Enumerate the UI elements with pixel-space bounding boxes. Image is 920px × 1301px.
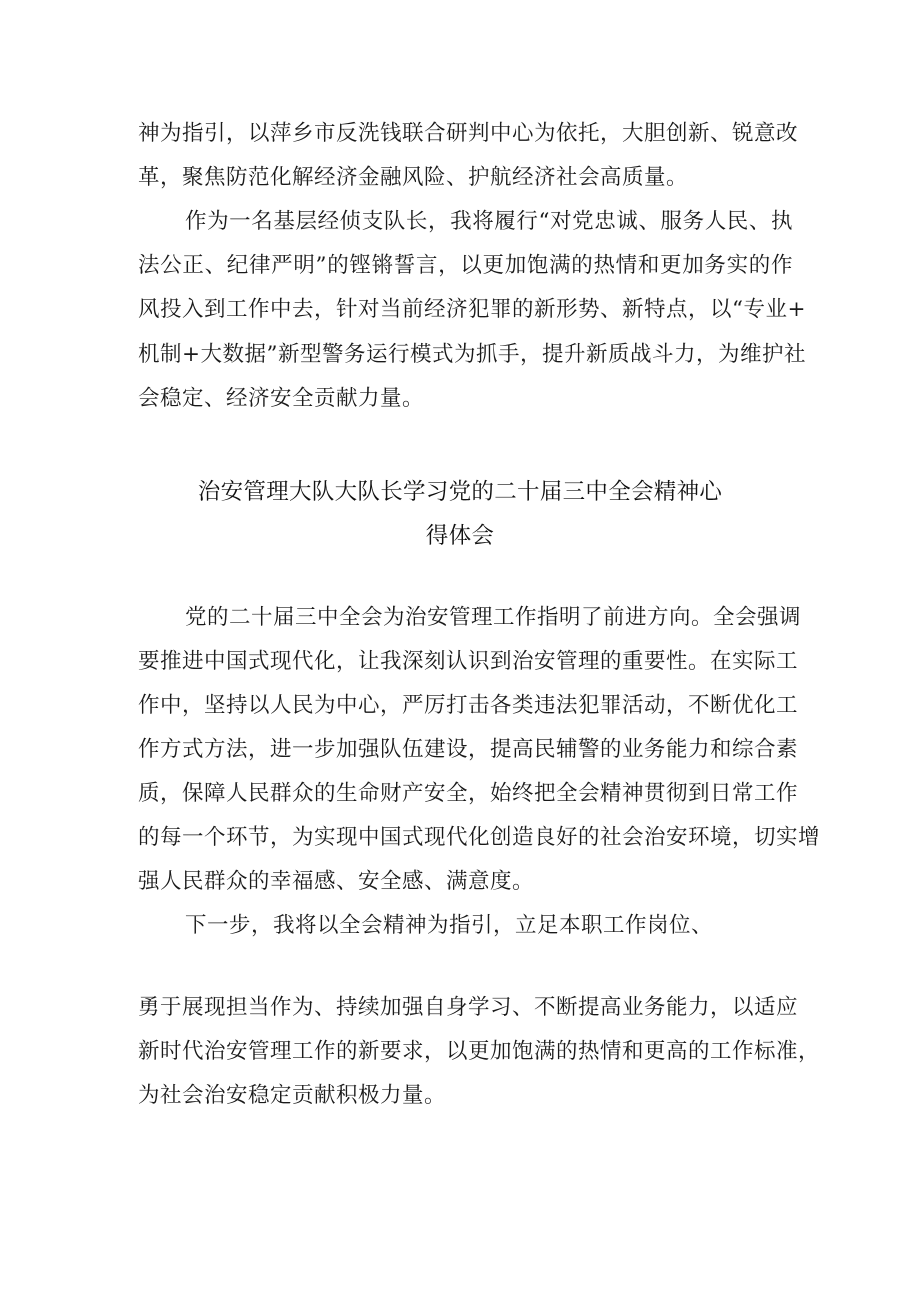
text-line: 的每一个环节，为实现中国式现代化创造良好的社会治安环境，切实增 (138, 825, 821, 850)
text-line: 质，保障人民群众的生命财产安全，始终把全会精神贯彻到日常工作 (138, 781, 799, 806)
text-line: 强人民群众的幸福感、安全感、满意度。 (138, 869, 535, 894)
text-line: 新时代治安管理工作的新要求，以更加饱满的热情和更高的工作标准， (138, 1039, 821, 1064)
text-line: 风投入到工作中去，针对当前经济犯罪的新形势、新特点，以“专业+ (138, 297, 807, 322)
article-title-line-1: 治安管理大队大队长学习党的二十届三中全会精神心 (197, 479, 723, 505)
text-line: 党的二十届三中全会为治安管理工作指明了前进方向。全会强调 (185, 605, 802, 630)
text-line: 会稳定、经济安全贡献力量。 (138, 386, 425, 411)
text-line: 机制+大数据”新型警务运行模式为抓手，提升新质战斗力，为维护社 (138, 342, 807, 367)
text-line: 作为一名基层经侦支队长，我将履行“对党忠诚、服务人民、执 (185, 209, 793, 234)
text-line: 革，聚焦防范化解经济金融风险、护航经济社会高质量。 (138, 165, 689, 190)
text-line: 作方式方法，进一步加强队伍建设，提高民辅警的业务能力和综合素 (138, 737, 799, 762)
text-line: 下一步，我将以全会精神为指引，立足本职工作岗位、 (185, 913, 714, 938)
text-line: 勇于展现担当作为、持续加强自身学习、不断提高业务能力，以适应 (138, 995, 799, 1020)
text-line: 法公正、纪律严明”的铿锵誓言，以更加饱满的热情和更加务实的作 (138, 253, 793, 278)
text-line: 神为指引，以萍乡市反洗钱联合研判中心为依托，大胆创新、锐意改 (138, 121, 799, 146)
text-line: 要推进中国式现代化，让我深刻认识到治安管理的重要性。在实际工 (138, 649, 799, 674)
text-line: 为社会治安稳定贡献积极力量。 (138, 1083, 447, 1108)
article-title-line-2: 得体会 (425, 523, 495, 549)
text-line: 作中，坚持以人民为中心，严厉打击各类违法犯罪活动，不断优化工 (138, 693, 799, 718)
